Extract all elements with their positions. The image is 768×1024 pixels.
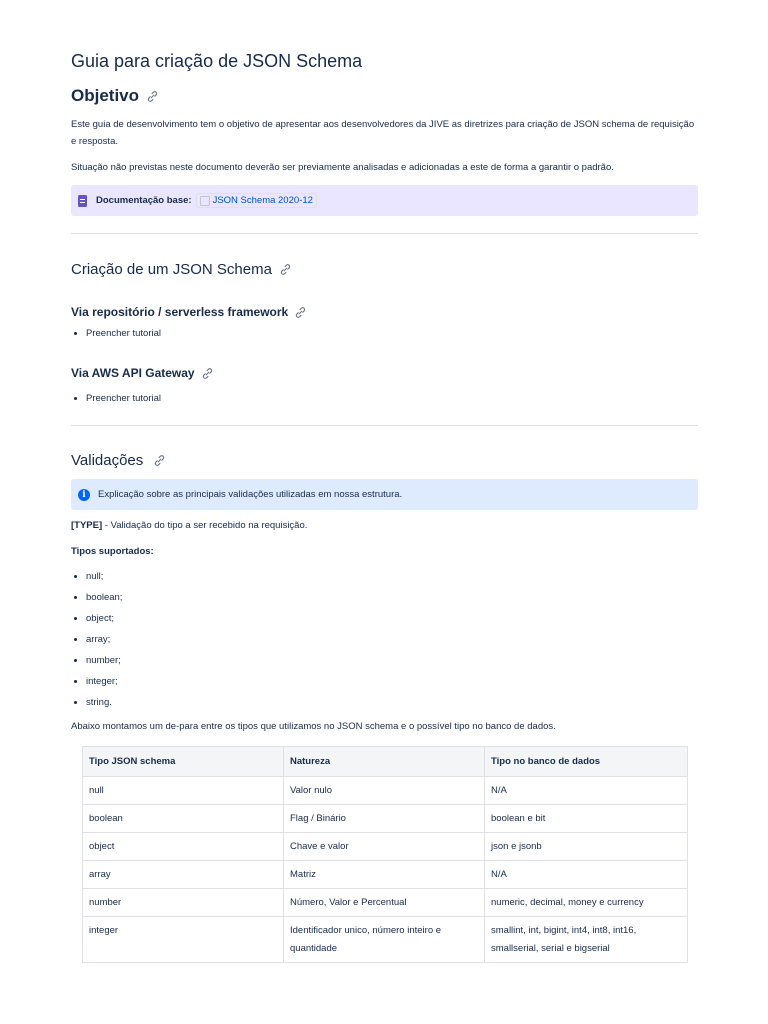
table-header-cell: Tipo JSON schema xyxy=(83,747,284,777)
page-title: Guia para criação de JSON Schema xyxy=(71,51,363,71)
link-icon[interactable] xyxy=(201,367,214,380)
table-cell: array xyxy=(83,861,284,889)
info-panel-text: Explicação sobre as principais validações utilizadas em nossa estrutura. xyxy=(98,489,403,500)
table-cell: boolean e bit xyxy=(485,805,688,833)
note-icon xyxy=(78,195,87,207)
table-header-cell: Tipo no banco de dados xyxy=(485,747,688,777)
type-line xyxy=(71,517,698,534)
table-cell: boolean xyxy=(83,805,284,833)
validacoes-heading xyxy=(71,452,698,469)
table-cell: Chave e valor xyxy=(284,833,485,861)
via-repositorio-list xyxy=(71,323,698,344)
table-intro-wrap xyxy=(71,718,698,735)
criacao-heading xyxy=(71,261,698,278)
objetivo-heading-text: Objetivo xyxy=(71,86,140,105)
table-cell: N/A xyxy=(485,777,688,805)
tipos-list xyxy=(71,566,698,713)
table-row xyxy=(83,889,688,917)
tipos-list-wrap xyxy=(71,566,698,713)
table-cell: Número, Valor e Percentual xyxy=(284,889,485,917)
link-icon[interactable] xyxy=(146,90,159,103)
list-item: • integer; xyxy=(86,671,698,692)
tipos-label-text: Tipos suportados: xyxy=(71,546,154,557)
link-icon[interactable] xyxy=(153,454,166,467)
via-aws-list xyxy=(71,388,698,409)
table-cell: null xyxy=(83,777,284,805)
via-repositorio-heading xyxy=(71,305,698,319)
table-cell: object xyxy=(83,833,284,861)
type-line-wrap xyxy=(71,517,698,534)
table-cell: smallint, int, bigint, int4, int8, int16, smallserial, serial e bigserial xyxy=(485,917,688,963)
list-item: • number; xyxy=(86,650,698,671)
criacao-section xyxy=(71,261,698,278)
table-header-cell: Natureza xyxy=(284,747,485,777)
list-item: • boolean; xyxy=(86,587,698,608)
validacoes-heading-text: Validações xyxy=(71,452,144,469)
table-cell: Identificador unico, número inteiro e quantidade xyxy=(284,917,485,963)
table-cell: number xyxy=(83,889,284,917)
table-cell: Matriz xyxy=(284,861,485,889)
note-label: Documentação base: xyxy=(96,195,192,206)
json-schema-link[interactable] xyxy=(196,193,317,208)
table-row xyxy=(83,805,688,833)
table-cell: numeric, decimal, money e currency xyxy=(485,889,688,917)
table-row xyxy=(83,833,688,861)
list-item: • null; xyxy=(86,566,698,587)
list-item: • string. xyxy=(86,692,698,713)
objetivo-section xyxy=(71,86,698,106)
list-item: • Preencher tutorial xyxy=(86,323,698,344)
table-cell: Valor nulo xyxy=(284,777,485,805)
table-cell: integer xyxy=(83,917,284,963)
objetivo-paragraph-2-wrap xyxy=(71,159,698,176)
json-schema-link-text: JSON Schema 2020-12 xyxy=(212,195,313,206)
table-header-row xyxy=(83,747,688,777)
link-icon[interactable] xyxy=(294,306,307,319)
table-row xyxy=(83,777,688,805)
via-repositorio-heading-text: Via repositório / serverless framework xyxy=(71,305,289,319)
info-icon: i xyxy=(78,489,90,501)
table-cell: Flag / Binário xyxy=(284,805,485,833)
type-label: [TYPE] xyxy=(71,520,103,531)
via-aws-heading xyxy=(71,366,698,380)
type-text: - Validação do tipo a ser recebido na requisição. xyxy=(102,520,308,531)
divider xyxy=(71,425,698,426)
table-cell: json e jsonb xyxy=(485,833,688,861)
table-intro: Abaixo montamos um de-para entre os tipos que utilizamos no JSON schema e o possível tipo no banco de dados. xyxy=(71,721,556,732)
info-panel xyxy=(71,479,698,510)
link-icon[interactable] xyxy=(279,263,292,276)
validacoes-section xyxy=(71,452,698,469)
list-item: • object; xyxy=(86,608,698,629)
objetivo-paragraph-1-wrap xyxy=(71,116,698,150)
list-item: • array; xyxy=(86,629,698,650)
objetivo-paragraph-1: Este guia de desenvolvimento tem o objetivo de apresentar aos desenvolvedores da JIVE as diretrizes para criação de JSON schema de requisição e resposta. xyxy=(71,119,695,147)
note-panel xyxy=(71,185,698,216)
table-cell: N/A xyxy=(485,861,688,889)
tipos-label xyxy=(71,543,698,560)
via-repositorio-section xyxy=(71,305,698,344)
objetivo-heading xyxy=(71,86,698,106)
favicon-icon xyxy=(200,196,210,206)
table-row xyxy=(83,917,688,963)
criacao-heading-text: Criação de um JSON Schema xyxy=(71,261,272,278)
divider xyxy=(71,233,698,234)
list-item: • Preencher tutorial xyxy=(86,388,698,409)
table-row xyxy=(83,861,688,889)
via-aws-section xyxy=(71,366,698,409)
tipos-label-wrap xyxy=(71,543,698,560)
objetivo-paragraph-2: Situação não previstas neste documento deverão ser previamente analisadas e adicionadas a este de forma a garantir o padrão. xyxy=(71,162,614,173)
types-table xyxy=(82,746,688,963)
via-aws-heading-text: Via AWS API Gateway xyxy=(71,366,195,380)
